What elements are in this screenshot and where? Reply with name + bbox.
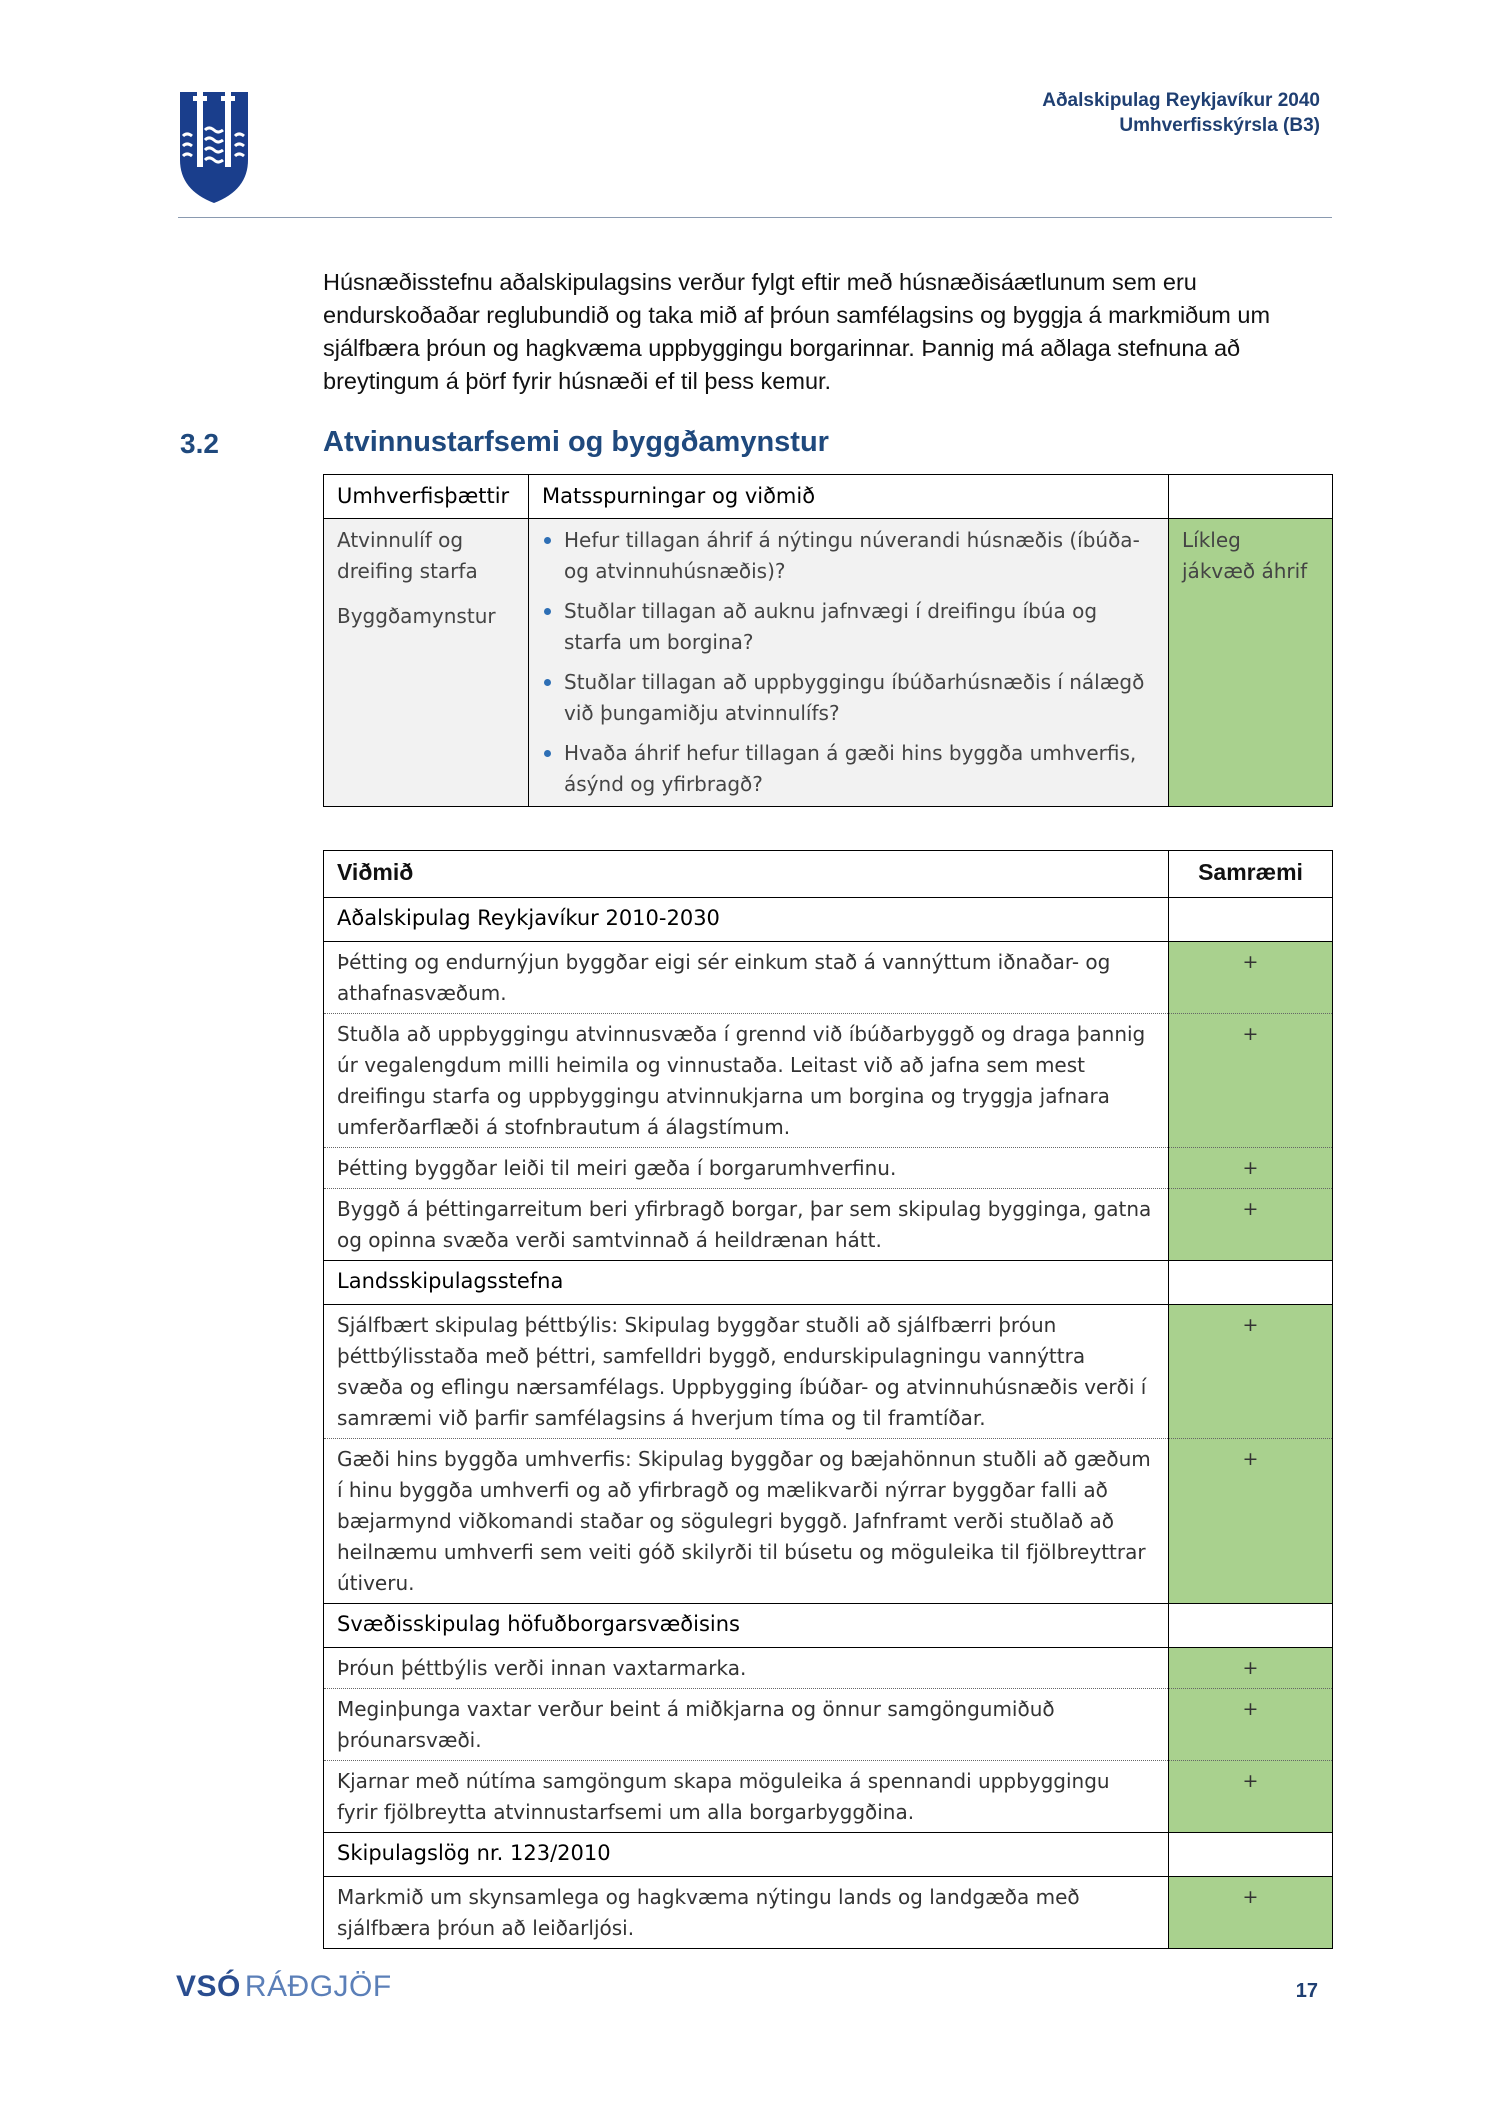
factor-item: Atvinnulíf og dreifing starfa: [337, 528, 478, 583]
consistency-mark: +: [1169, 1148, 1333, 1189]
criterion-text: Markmið um skynsamlega og hagkvæma nýtingu lands og landgæða með sjálfbæra þróun að leiðarljósi.: [324, 1877, 1169, 1949]
questions-cell: [529, 519, 1169, 807]
criteria-section-title: Svæðisskipulag höfuðborgarsvæðisins: [324, 1604, 1169, 1648]
consistency-mark: +: [1169, 1689, 1333, 1761]
bullet-icon: [544, 679, 551, 686]
factor-item: Byggðamynstur: [337, 604, 496, 628]
criteria-section-row: [324, 1261, 1333, 1305]
brand-vso: VSÓ: [176, 1970, 241, 2003]
criteria-row: [324, 1305, 1333, 1439]
criterion-text: Þétting og endurnýjun byggðar eigi sér einkum stað á vannýttum iðnaðar- og athafnasvæðum.: [324, 942, 1169, 1014]
footer-brand: [176, 1970, 392, 2004]
criteria-row: [324, 942, 1333, 1014]
criteria-section-empty: [1169, 1833, 1333, 1877]
factors-cell: [324, 519, 529, 807]
document-header: [1042, 88, 1320, 138]
criteria-col-consistency: Samræmi: [1169, 851, 1333, 898]
criteria-section-row: [324, 1833, 1333, 1877]
consistency-mark: +: [1169, 1877, 1333, 1949]
criterion-text: Þróun þéttbýlis verði innan vaxtarmarka.: [324, 1648, 1169, 1689]
consistency-mark: +: [1169, 942, 1333, 1014]
criterion-text: Sjálfbært skipulag þéttbýlis: Skipulag byggðar stuðli að sjálfbærri þróun þéttbýlisstaða með þéttri, samfelldri byggð, endurskipulagningu vannýttra svæða og eflingu nærsamfélags. Uppbygging íbúðar- og atvinnuhúsnæðis verði í samræmi við þarfir samfélagsins á hverjum tíma og til framtíðar.: [324, 1305, 1169, 1439]
bullet-icon: [544, 537, 551, 544]
consistency-mark: +: [1169, 1439, 1333, 1604]
question-item: Stuðlar tillagan að auknu jafnvægi í dreifingu íbúa og starfa um borgina?: [542, 596, 1155, 658]
criterion-text: Byggð á þéttingarreitum beri yfirbragð borgar, þar sem skipulag bygginga, gatna og opinna svæða verði samtvinnað á heildrænan hátt.: [324, 1189, 1169, 1261]
criterion-text: Þétting byggðar leiði til meiri gæða í borgarumhverfinu.: [324, 1148, 1169, 1189]
criterion-text: Gæði hins byggða umhverfis: Skipulag byggðar og bæjahönnun stuðli að gæðum í hinu byggða umhverfi og að yfirbragð og mælikvarði nýrrar byggðar falli að bæjarmynd viðkomandi staðar og sögulegri byggð. Jafnframt verði stuðlað að heilnæmu umhverfi sem veiti góð skilyrði til búsetu og möguleika til fjölbreyttrar útiveru.: [324, 1439, 1169, 1604]
document-title: Aðalskipulag Reykjavíkur 2040: [1042, 90, 1320, 111]
criteria-row: [324, 1189, 1333, 1261]
consistency-mark: +: [1169, 1189, 1333, 1261]
criteria-section-empty: [1169, 1604, 1333, 1648]
criterion-text: Kjarnar með nútíma samgöngum skapa möguleika á spennandi uppbyggingu fyrir fjölbreytta atvinnustarfsemi um alla borgarbyggðina.: [324, 1761, 1169, 1833]
assessment-col-questions: Matsspurningar og viðmið: [529, 475, 1169, 519]
criteria-row: [324, 1877, 1333, 1949]
questions-list: [542, 525, 1155, 800]
criteria-col-criterion: Viðmið: [324, 851, 1169, 898]
criteria-section-row: [324, 898, 1333, 942]
criterion-text: Meginþunga vaxtar verður beint á miðkjarna og önnur samgöngumiðuð þróunarsvæði.: [324, 1689, 1169, 1761]
criteria-row: [324, 1648, 1333, 1689]
document-subtitle: Umhverfisskýrsla (B3): [1119, 115, 1320, 136]
assessment-table: [323, 474, 1333, 807]
criterion-text: Stuðla að uppbyggingu atvinnusvæða í grennd við íbúðarbyggð og draga þannig úr vegalengdum milli heimila og vinnustaða. Leitast við að jafna sem mest dreifingu starfa og uppbyggingu atvinnukjarna um borgina og tryggja jafnara umferðarflæði á stofnbrautum á álagstímum.: [324, 1014, 1169, 1148]
criteria-section-empty: [1169, 1261, 1333, 1305]
criteria-row: [324, 1014, 1333, 1148]
criteria-section-title: Aðalskipulag Reykjavíkur 2010-2030: [324, 898, 1169, 942]
assessment-body-row: [324, 519, 1333, 807]
consistency-mark: +: [1169, 1761, 1333, 1833]
brand-radgjof: RÁÐGJÖF: [244, 1970, 392, 2003]
assessment-col-factors: Umhverfisþættir: [324, 475, 529, 519]
reykjavik-coat-of-arms-logo: [178, 90, 250, 205]
question-item: Hvaða áhrif hefur tillagan á gæði hins byggða umhverfis, ásýnd og yfirbragð?: [542, 738, 1155, 800]
criteria-row: [324, 1148, 1333, 1189]
consistency-mark: +: [1169, 1014, 1333, 1148]
criteria-row: [324, 1689, 1333, 1761]
header-divider: [178, 217, 1332, 218]
assessment-col-empty: [1169, 475, 1333, 519]
criteria-section-row: [324, 1604, 1333, 1648]
bullet-icon: [544, 608, 551, 615]
criteria-row: [324, 1439, 1333, 1604]
consistency-mark: +: [1169, 1305, 1333, 1439]
verdict-cell: Líkleg jákvæð áhrif: [1169, 519, 1333, 807]
bullet-icon: [544, 750, 551, 757]
assessment-header-row: [324, 475, 1333, 519]
section-number: 3.2: [180, 428, 219, 459]
page-number: 17: [1295, 1980, 1318, 2002]
intro-paragraph: Húsnæðisstefnu aðalskipulagsins verður fylgt eftir með húsnæðisáætlunum sem eru endurskoðaðar reglubundið og taka mið af þróun samfélagsins og byggja á markmiðum um sjálfbæra þróun og hagkvæma uppbyggingu borgarinnar. Þannig má aðlaga stefnuna að breytingum á þörf fyrir húsnæði ef til þess kemur.: [323, 269, 1271, 394]
consistency-mark: +: [1169, 1648, 1333, 1689]
criteria-section-title: Landsskipulagsstefna: [324, 1261, 1169, 1305]
criteria-section-title: Skipulagslög nr. 123/2010: [324, 1833, 1169, 1877]
criteria-section-empty: [1169, 898, 1333, 942]
section-title: Atvinnustarfsemi og byggðamynstur: [323, 426, 829, 458]
question-item: Stuðlar tillagan að uppbyggingu íbúðarhúsnæðis í nálægð við þungamiðju atvinnulífs?: [542, 667, 1155, 729]
question-item: Hefur tillagan áhrif á nýtingu núverandi húsnæðis (íbúða- og atvinnuhúsnæðis)?: [542, 525, 1155, 587]
criteria-header-row: [324, 851, 1333, 898]
criteria-table: [323, 850, 1333, 1949]
criteria-row: [324, 1761, 1333, 1833]
